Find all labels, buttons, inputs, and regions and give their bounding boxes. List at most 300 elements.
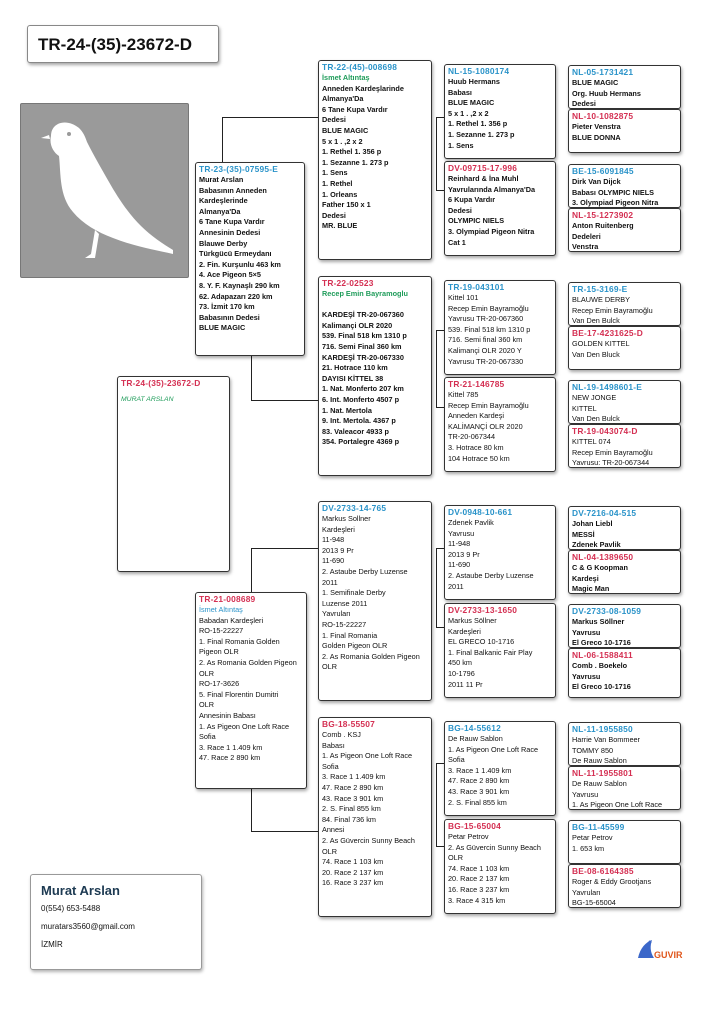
sd-card: [318, 276, 432, 476]
pedigree-line: 1. 653 km: [572, 843, 605, 853]
pedigree-line: 5 x 1 . ,2 x 2: [448, 108, 489, 118]
pedigree-line: 3. Race 4 315 km: [448, 895, 506, 905]
ddd-ring: BG-15-65004: [448, 821, 501, 831]
g13-card: [568, 722, 681, 766]
pedigree-line: Annesinin Babası: [199, 710, 256, 720]
pedigree-line: Cat 1: [448, 237, 466, 247]
pedigree-line: 16. Race 3 237 km: [322, 878, 384, 888]
g13-lines: [572, 735, 677, 766]
pedigree-line: BG-15-65004: [572, 898, 616, 908]
ss-ring: TR-22-(45)-008698: [322, 62, 398, 72]
pedigree-line: Yavrusu: TR-20-067344: [572, 458, 650, 468]
pedigree-line: OLR: [448, 853, 464, 863]
pedigree-line: 1. Sens: [448, 140, 474, 150]
pedigree-line: MESSİ: [572, 529, 595, 539]
pedigree-line: Yavrusu: [448, 528, 475, 538]
dd-ring: BG-18-55507: [322, 719, 375, 729]
pedigree-line: 2. Astaube Derby Luzense: [448, 570, 534, 580]
pedigree-line: 20. Race 2 137 km: [322, 867, 384, 877]
ddd-lines: [448, 832, 552, 906]
g7-card: [568, 380, 681, 424]
subject-owner: MURAT ARSLAN: [121, 396, 174, 403]
pedigree-line: Kalimançi OLR 2020: [322, 320, 393, 330]
pedigree-line: 47. Race 2 890 km: [199, 753, 261, 763]
pedigree-line: 2. S. Final 855 km: [322, 804, 381, 814]
g3-ring: BE-15-6091845: [572, 166, 634, 176]
g4-lines: [572, 221, 677, 252]
pedigree-line: Luzense 2011: [322, 598, 368, 608]
ssd-card: [444, 161, 556, 256]
pedigree-line: Almanya'Da: [322, 94, 364, 104]
pedigree-line: OLYMPIC NIELS: [448, 216, 505, 226]
pedigree-line: OLR: [199, 668, 215, 678]
pedigree-line: 3. Hotrace 80 km: [448, 442, 504, 452]
pedigree-line: Babası OLYMPIC NIELS: [572, 187, 655, 197]
pedigree-line: El Greco 10-1716: [572, 638, 631, 648]
contact-phone: 0(554) 653-5488: [41, 904, 101, 913]
pedigree-line: MR. BLUE: [322, 221, 358, 231]
g11-ring: DV-2733-08-1059: [572, 606, 642, 616]
pedigree-line: Yavrusu: [572, 627, 601, 637]
pedigree-line: 47. Race 2 890 km: [322, 782, 384, 792]
pedigree-line: GOLDEN KITTEL: [572, 339, 630, 348]
g8-card: [568, 424, 681, 468]
connector-line: [436, 763, 437, 846]
connector-line: [251, 548, 252, 592]
pedigree-line: OLR: [322, 662, 338, 672]
connector-line: [251, 548, 318, 549]
pedigree-line: Babadan Kardeşleri: [199, 615, 264, 625]
g14-lines: [572, 779, 677, 810]
g11-card: [568, 604, 681, 648]
pedigree-line: Sofia: [199, 732, 216, 742]
connector-line: [436, 763, 444, 764]
pedigree-line: Yavrusu: [572, 671, 601, 681]
g9-card: [568, 506, 681, 550]
pedigree-line: 2. As Romania Golden Pigeon: [199, 657, 297, 667]
sd-ring: TR-22-02523: [322, 278, 374, 288]
g5-card: [568, 282, 681, 326]
pedigree-line: 2. As Güvercin Sunny Beach: [322, 835, 415, 845]
pedigree-line: Kardeşleri: [448, 626, 481, 636]
pedigree-line: 4. Ace Pigeon 5×5: [199, 270, 261, 280]
pigeon-silhouette-icon: [21, 104, 188, 277]
pedigree-line: 1. As Pigeon One Loft Race: [572, 800, 663, 810]
pedigree-line: KALİMANÇİ OLR 2020: [448, 421, 523, 431]
dam-owner: İsmet Altıntaş: [199, 605, 243, 614]
dsd-card: [444, 603, 556, 698]
g9-lines: [572, 519, 677, 550]
pedigree-line: 11-690: [448, 560, 471, 570]
g1-card: [568, 65, 681, 109]
pedigree-line: 3. Race 1 1.409 km: [448, 765, 512, 775]
pedigree-line: Blauwe Derby: [199, 238, 248, 248]
pedigree-line: 450 km: [448, 658, 472, 668]
sd-lines: [322, 300, 428, 448]
connector-line: [436, 117, 437, 190]
pedigree-line: 11-948: [322, 535, 345, 545]
pedigree-line: Recep Emin Bayramoğlu: [448, 303, 529, 313]
pedigree-line: 6 Tane Kupa Vardır: [322, 104, 388, 114]
pedigree-line: Huub Hermans: [448, 77, 500, 86]
pedigree-line: 3. Race 1 1.409 km: [199, 742, 263, 752]
pedigree-line: BLUE MAGIC: [199, 323, 246, 333]
pedigree-line: Babasının Anneden: [199, 185, 267, 195]
pedigree-line: Magic Man: [572, 584, 610, 594]
pedigree-line: Van Den Bluck: [572, 349, 620, 359]
sss-lines: [448, 77, 552, 151]
g11-lines: [572, 617, 677, 648]
sd-owner: Recep Emin Bayramoglu: [322, 289, 408, 298]
pedigree-line: Babası: [322, 740, 345, 750]
pedigree-line: Kardeşleri: [322, 524, 355, 534]
sire-lines: [199, 175, 301, 334]
pedigree-line: Murat Arslan: [199, 175, 244, 184]
pedigree-line: Recep Emin Bayramoğlu: [572, 447, 653, 457]
pedigree-line: Van Den Bulck: [572, 414, 620, 424]
sdd-lines: [448, 390, 552, 464]
pedigree-line: Almanya'Da: [199, 206, 241, 216]
connector-line: [436, 190, 444, 191]
pedigree-line: Dedeleri: [572, 231, 601, 241]
g14-ring: NL-11-1955801: [572, 768, 633, 778]
pedigree-line: 1. Sezanne 1. 273 p: [448, 129, 515, 139]
pedigree-line: 73. İzmit 170 km: [199, 302, 255, 312]
pedigree-line: 43. Race 3 901 km: [322, 793, 384, 803]
pedigree-line: Father 150 x 1: [322, 200, 371, 210]
dss-ring: DV-0948-10-661: [448, 507, 513, 517]
pedigree-line: 20. Race 2 137 km: [448, 874, 510, 884]
connector-line: [251, 400, 318, 401]
connector-line: [251, 356, 252, 400]
pedigree-line: Kardeşlerinde: [199, 196, 248, 206]
pedigree-line: 2011: [322, 577, 338, 587]
pedigree-line: 1. Final Romania: [322, 630, 378, 640]
pedigree-line: 16. Race 3 237 km: [448, 884, 510, 894]
pedigree-line: [322, 300, 428, 311]
pedigree-line: Harrie Van Bommeer: [572, 735, 640, 744]
pedigree-line: Recep Emin Bayramoğlu: [572, 305, 653, 315]
connector-line: [222, 117, 223, 162]
logo-bird-icon: [634, 936, 684, 964]
pedigree-line: Petar Petrov: [448, 832, 489, 841]
pedigree-line: Yavrusu TR-20-067360: [448, 314, 524, 324]
pedigree-line: 6. Int. Monferto 4507 p: [322, 394, 400, 404]
g4-card: [568, 208, 681, 252]
pedigree-line: 5. Final Florentin Dumitri: [199, 689, 279, 699]
pedigree-line: 716. Semi Final 360 km: [322, 341, 402, 351]
g3-lines: [572, 177, 677, 208]
pedigree-line: Sofia: [322, 761, 339, 771]
contact-city: İZMİR: [41, 940, 63, 949]
g10-ring: NL-04-1389650: [572, 552, 634, 562]
pedigree-line: Anneden Kardeşlarinde: [322, 83, 404, 93]
g7-lines: [572, 393, 677, 424]
pedigree-line: 10-1796: [448, 668, 475, 678]
connector-line: [436, 548, 444, 549]
pedigree-line: Anneden Kardeşi: [448, 411, 504, 421]
pedigree-line: 1. As Pigeon One Loft Race: [448, 744, 539, 754]
pedigree-line: Pieter Venstra: [572, 122, 621, 131]
pedigree-line: Anton Ruitenberg: [572, 221, 634, 230]
pedigree-line: Petar Petrov: [572, 833, 613, 842]
pedigree-line: BLAUWE DERBY: [572, 295, 630, 304]
sds-card: [444, 280, 556, 375]
pedigree-line: Kardeşi: [572, 573, 599, 583]
pedigree-line: RO-17-3626: [199, 679, 240, 689]
g15-lines: [572, 833, 677, 854]
pedigree-line: 1. Orleans: [322, 189, 358, 199]
pedigree-line: 1. Nat. Mertola: [322, 405, 372, 415]
sss-card: [444, 64, 556, 159]
g6-lines: [572, 339, 677, 360]
g12-lines: [572, 661, 677, 693]
pedigree-line: Dedesi: [322, 115, 346, 125]
g7-ring: NL-19-1498601-E: [572, 382, 643, 392]
contact-name: Murat Arslan: [41, 883, 120, 898]
dds-ring: BG-14-55612: [448, 723, 501, 733]
dss-card: [444, 505, 556, 600]
pedigree-line: 2. As Güvercin Sunny Beach: [448, 842, 541, 852]
pedigree-line: Kittel 785: [448, 390, 479, 399]
pedigree-line: 11-948: [448, 539, 471, 549]
g6-card: [568, 326, 681, 370]
pedigree-line: BLUE MAGIC: [322, 125, 369, 135]
pedigree-line: 43. Race 3 901 km: [448, 786, 510, 796]
pedigree-line: Van Den Bulck: [572, 316, 620, 326]
pedigree-line: KITTEL: [572, 403, 597, 413]
pedigree-line: De Rauw Sablon: [572, 779, 627, 788]
ddd-card: [444, 819, 556, 914]
pedigree-line: De Rauw Sablon: [572, 756, 627, 766]
pedigree-line: Babasının Dedesi: [199, 312, 260, 322]
dam-ring: TR-21-008689: [199, 594, 256, 604]
pedigree-line: OLR: [322, 846, 338, 856]
pedigree-line: 6 Tane Kupa Vardır: [199, 217, 265, 227]
g13-ring: NL-11-1955850: [572, 724, 633, 734]
pedigree-line: KARDEŞİ TR-20-067330: [322, 352, 404, 362]
pedigree-line: BLUE DONNA: [572, 132, 621, 142]
dsd-ring: DV-2733-13-1650: [448, 605, 518, 615]
pedigree-line: De Rauw Sablon: [448, 734, 503, 743]
pedigree-line: RO-15-22227: [322, 619, 367, 629]
pedigree-line: 1. Rethel 1. 356 p: [322, 147, 382, 157]
pedigree-line: C & G Koopman: [572, 563, 628, 572]
pedigree-line: 716. Semi final 360 km: [448, 335, 523, 345]
pedigree-line: 74. Race 1 103 km: [448, 863, 510, 873]
dd-lines: [322, 730, 428, 889]
sss-ring: NL-15-1080174: [448, 66, 510, 76]
connector-line: [436, 407, 444, 408]
pedigree-line: 83. Valeacor 4933 p: [322, 426, 389, 436]
pedigree-line: NEW JONGE: [572, 393, 617, 402]
g1-lines: [572, 78, 677, 109]
pedigree-line: TOMMY 850: [572, 745, 614, 755]
dd-card: [318, 717, 432, 917]
pedigree-line: Dedesi: [572, 99, 596, 109]
ds-card: [318, 501, 432, 701]
pedigree-line: 1. Rethel: [322, 178, 353, 188]
pedigree-line: Recep Emin Bayramoğlu: [448, 400, 529, 410]
pedigree-line: 2013 9 Pr: [448, 549, 480, 559]
g15-ring: BG-11-45599: [572, 822, 625, 832]
pedigree-line: Markus Söllner: [572, 617, 625, 626]
pedigree-line: 1. Sens: [322, 168, 348, 178]
connector-line: [222, 117, 318, 118]
g2-card: [568, 109, 681, 153]
ds-lines: [322, 514, 428, 673]
g10-lines: [572, 563, 677, 594]
pedigree-line: Markus Söllner: [448, 616, 497, 625]
pedigree-line: 104 Hotrace 50 km: [448, 453, 510, 463]
sire-card: [195, 162, 305, 356]
pedigree-line: EL GRECO 10-1716: [448, 637, 515, 647]
g2-lines: [572, 122, 677, 143]
connector-line: [436, 330, 444, 331]
pedigree-line: OLR: [199, 700, 215, 710]
pedigree-line: 5 x 1 . ,2 x 2: [322, 136, 363, 146]
sire-ring: TR-23-(35)-07595-E: [199, 164, 279, 174]
pedigree-line: Yavruları: [322, 609, 351, 619]
ss-owner: İsmet Altıntaş: [322, 73, 370, 82]
pedigree-line: 11-690: [322, 556, 345, 566]
pedigree-line: TR-20-067344: [448, 432, 496, 442]
pedigree-line: Zdenek Pavlik: [572, 540, 621, 550]
logo-text: GUVIR: [654, 950, 683, 960]
pedigree-line: 1. Nat. Monferto 207 km: [322, 384, 404, 394]
pedigree-line: Annesi: [322, 825, 345, 835]
pedigree-line: 1. As Pigeon One Loft Race: [199, 721, 290, 731]
pedigree-line: 1. Sezanne 1. 273 p: [322, 157, 389, 167]
pedigree-line: Babası: [448, 87, 472, 97]
pedigree-line: Comb . Boekelo: [572, 661, 628, 670]
pedigree-line: 2. Astaube Derby Luzense: [322, 566, 408, 576]
pedigree-line: Sofia: [448, 755, 465, 765]
contact-card: [30, 874, 202, 970]
pedigree-line: Johan Liebl: [572, 519, 613, 528]
dss-lines: [448, 518, 552, 592]
pedigree-line: Yavrularında Almanya'Da: [448, 184, 536, 194]
sds-lines: [448, 293, 552, 367]
g3-card: [568, 164, 681, 208]
g6-ring: BE-17-4231625-D: [572, 328, 643, 338]
pigeon-photo: [20, 103, 189, 278]
pedigree-line: BLUE MAGIC: [448, 98, 495, 108]
pedigree-line: 1. Final Romania Golden: [199, 636, 280, 646]
g16-card: [568, 864, 681, 908]
pedigree-line: 1. As Pigeon One Loft Race: [322, 751, 413, 761]
pedigree-line: Dirk Van Dijck: [572, 177, 621, 186]
pedigree-line: Reinhard & İna Muhl: [448, 174, 519, 183]
pedigree-line: 62. Adapazarı 220 km: [199, 291, 273, 301]
ss-card: [318, 60, 432, 260]
connector-line: [436, 548, 437, 627]
pedigree-line: 3. Olympiad Pigeon Nitra: [448, 226, 535, 236]
pedigree-line: 2. S. Final 855 km: [448, 797, 507, 807]
pedigree-line: 1. Rethel 1. 356 p: [448, 119, 508, 129]
pedigree-line: Annesinin Dedesi: [199, 227, 261, 237]
pedigree-line: BLUE MAGIC: [572, 78, 619, 87]
g10-card: [568, 550, 681, 594]
sdd-card: [444, 377, 556, 472]
g5-ring: TR-15-3169-E: [572, 284, 628, 294]
pedigree-line: KITTEL 074: [572, 437, 611, 446]
g2-ring: NL-10-1082875: [572, 111, 634, 121]
pedigree-line: 2011 11 Pr: [448, 679, 483, 689]
g8-ring: TR-19-043074-D: [572, 426, 638, 436]
pedigree-line: Golden Pigeon OLR: [322, 641, 388, 651]
pedigree-line: 8. Y. F. Kaynaşlı 290 km: [199, 280, 280, 290]
page-title: TR-24-(35)-23672-D: [27, 25, 219, 63]
pedigree-line: 3. Olympiad Pigeon Nitra: [572, 198, 659, 208]
pedigree-line: Yavrusu TR-20-067330: [448, 356, 524, 366]
dam-lines: [199, 616, 303, 764]
pedigree-line: 539. Final 518 km 1310 p: [322, 331, 407, 341]
pedigree-line: KARDEŞİ TR-20-067360: [322, 310, 404, 320]
pedigree-line: 6 Kupa Vardır: [448, 195, 496, 205]
g4-ring: NL-15-1273902: [572, 210, 634, 220]
pedigree-line: 2013 9 Pr: [322, 545, 354, 555]
pedigree-line: 74. Race 1 103 km: [322, 857, 384, 867]
pedigree-line: 2. As Romania Golden Pigeon: [322, 651, 420, 661]
pedigree-line: Yavruları: [572, 887, 601, 897]
subject-ring: TR-24-(35)-23672-D: [121, 378, 201, 388]
subject-card: [117, 376, 230, 572]
ssd-lines: [448, 174, 552, 248]
pedigree-line: DAYISI KİTTEL 38: [322, 373, 384, 383]
pedigree-line: 9. Int. Mertola. 4367 p: [322, 416, 396, 426]
g5-lines: [572, 295, 677, 326]
pedigree-line: Zdenek Pavlik: [448, 518, 494, 527]
sdd-ring: TR-21-146785: [448, 379, 505, 389]
g12-ring: NL-06-1588411: [572, 650, 633, 660]
connector-line: [436, 117, 444, 118]
dds-lines: [448, 734, 552, 808]
pedigree-line: 1. Final Balkanic Fair Play: [448, 647, 533, 657]
ss-lines: [322, 84, 428, 232]
dds-card: [444, 721, 556, 816]
connector-line: [251, 789, 252, 831]
g1-ring: NL-05-1731421: [572, 67, 634, 77]
contact-email[interactable]: muratars3560@gmail.com: [41, 922, 135, 931]
pedigree-line: Venstra: [572, 242, 599, 252]
sds-ring: TR-19-043101: [448, 282, 505, 292]
pedigree-line: Kalimançi OLR 2020 Y: [448, 345, 522, 355]
pedigree-line: Markus Sollner: [322, 514, 371, 523]
connector-line: [436, 627, 444, 628]
g16-ring: BE-08-6164385: [572, 866, 634, 876]
g8-lines: [572, 437, 677, 468]
pedigree-line: 1. Semifinale Derby: [322, 588, 386, 598]
connector-line: [436, 846, 444, 847]
g16-lines: [572, 877, 677, 908]
pedigree-line: Comb . KSJ: [322, 730, 361, 739]
pedigree-line: Pigeon OLR: [199, 647, 239, 657]
pedigree-line: RO-15-22227: [199, 626, 244, 636]
pedigree-line: 539. Final 518 km 1310 p: [448, 324, 531, 334]
pedigree-line: Roger & Eddy Grootjans: [572, 877, 652, 886]
pedigree-line: Türkgücü Ermeydanı: [199, 249, 272, 259]
guvir-logo: [634, 936, 684, 964]
g15-card: [568, 820, 681, 864]
pedigree-line: Kittel 101: [448, 293, 479, 302]
pedigree-line: 2011: [448, 581, 464, 591]
dsd-lines: [448, 616, 552, 690]
pedigree-line: Yavrusu: [572, 789, 599, 799]
g9-ring: DV-7216-04-515: [572, 508, 637, 518]
pedigree-line: 3. Race 1 1.409 km: [322, 772, 386, 782]
ds-ring: DV-2733-14-765: [322, 503, 387, 513]
